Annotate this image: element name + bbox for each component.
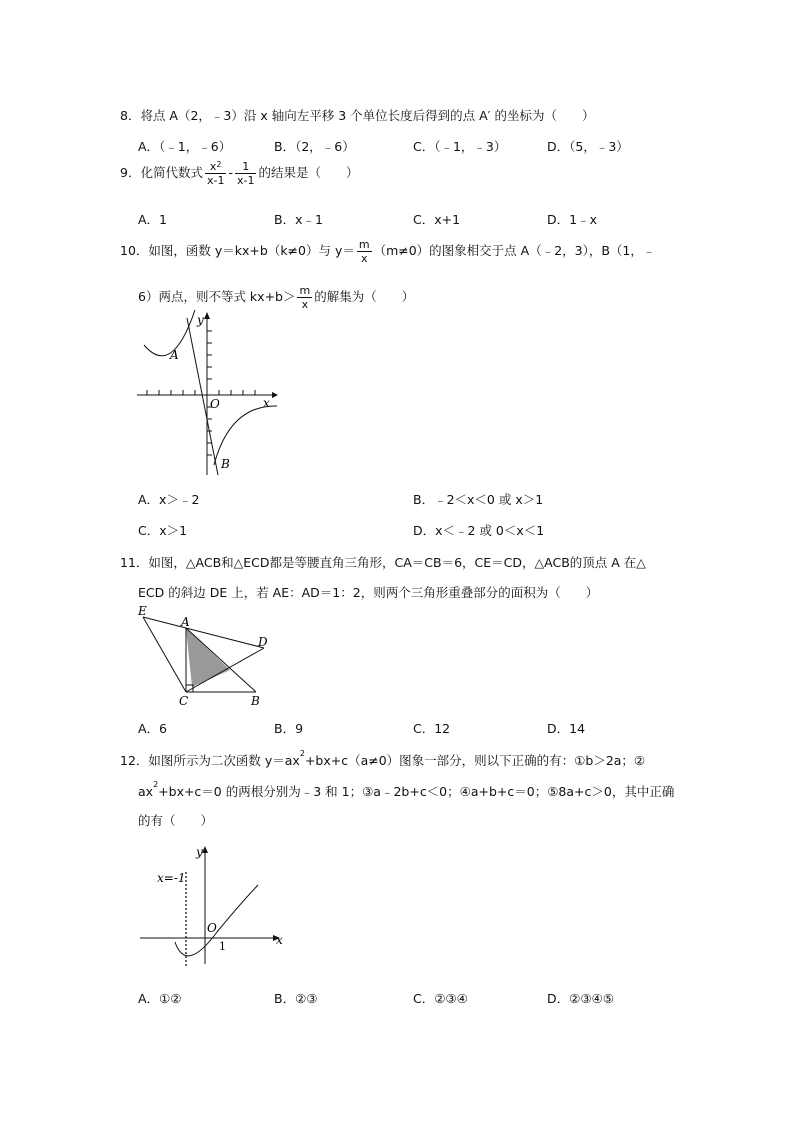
q12-option-d[interactable]: D．②③④⑤ bbox=[547, 991, 614, 1006]
q12-line1-a: 12．如图所示为二次函数 y＝ax bbox=[120, 753, 300, 768]
q9-minus: - bbox=[228, 165, 233, 180]
q9-fraction-2 bbox=[235, 160, 256, 187]
q11-figure bbox=[135, 603, 280, 708]
question-12-line-2 bbox=[138, 782, 674, 800]
q9-frac1-sup: 2 bbox=[216, 160, 222, 169]
q11-edge-ec bbox=[143, 617, 186, 692]
q10-option-c[interactable]: C．x＞1 bbox=[138, 523, 188, 538]
q12-option-a[interactable]: A．①② bbox=[138, 991, 182, 1006]
q10-line2-b: 的解集为（ ） bbox=[314, 289, 415, 304]
q10-frac1-num: m bbox=[358, 238, 370, 251]
q10-fraction-2 bbox=[297, 284, 312, 311]
q10-fraction-1 bbox=[357, 238, 372, 265]
question-8-stem: 8．将点 A（2，﹣3）沿 x 轴向左平移 3 个单位长度后得到的点 A′ 的坐标为（ ） bbox=[120, 108, 595, 123]
q9-prefix: 9．化简代数式 bbox=[120, 165, 203, 180]
q8-option-d[interactable]: D．（5，﹣3） bbox=[547, 139, 629, 154]
q11-option-a[interactable]: A．6 bbox=[138, 721, 168, 736]
q12-sup-2: 2 bbox=[153, 780, 159, 789]
q12-line2-a: ax bbox=[138, 784, 154, 799]
q10-option-b[interactable]: B．﹣2＜x＜0 或 x＞1 bbox=[413, 492, 544, 507]
q9-frac2-num: 1 bbox=[235, 160, 256, 174]
q9-frac1-num: x bbox=[209, 160, 217, 173]
q12-label-y: y bbox=[196, 845, 203, 859]
q9-frac1-den: x-1 bbox=[206, 174, 225, 187]
q10-frac2-den: x bbox=[301, 298, 309, 311]
q9-option-a[interactable]: A．1 bbox=[138, 212, 168, 227]
q8-option-c[interactable]: C．（﹣1，﹣3） bbox=[413, 139, 507, 154]
q9-fraction-1 bbox=[205, 160, 226, 187]
q10-label-o: O bbox=[210, 397, 220, 411]
q12-label-axis: x=-1 bbox=[157, 871, 186, 885]
q12-option-c[interactable]: C．②③④ bbox=[413, 991, 468, 1006]
q8-option-a[interactable]: A．（﹣1，﹣6） bbox=[138, 139, 232, 154]
q10-label-a: A bbox=[170, 348, 179, 362]
q10-y-ticks bbox=[207, 331, 212, 455]
q10-line1-b: （m≠0）的图象相交于点 A（﹣2，3），B（1，﹣ bbox=[373, 243, 656, 258]
q10-option-a[interactable]: A．x＞﹣2 bbox=[138, 492, 200, 507]
q10-label-x: x bbox=[263, 396, 270, 410]
q9-option-c[interactable]: C．x+1 bbox=[413, 212, 461, 227]
q11-overlap-region bbox=[186, 628, 230, 687]
q12-label-one: 1 bbox=[219, 940, 226, 953]
q11-label-e: E bbox=[138, 604, 147, 618]
q11-label-c: C bbox=[179, 694, 189, 708]
q11-label-b: B bbox=[251, 694, 260, 708]
q12-label-o: O bbox=[207, 921, 217, 935]
q11-option-c[interactable]: C．12 bbox=[413, 721, 451, 736]
q12-line2-b: +bx+c＝0 的两根分别为﹣3 和 1；③a﹣2b+c＜0；④a+b+c＝0；⑤8a+c＞0，其中正确 bbox=[158, 784, 675, 799]
q12-label-x: x bbox=[276, 933, 283, 947]
q9-frac2-den: x-1 bbox=[236, 174, 255, 187]
question-12-line-3: 的有（ ） bbox=[138, 813, 214, 828]
q10-label-y: y bbox=[197, 313, 204, 327]
question-11-line-2: ECD 的斜边 DE 上，若 AE：AD＝1：2，则两个三角形重叠部分的面积为（ ） bbox=[138, 585, 599, 600]
q9-suffix: 的结果是（ ） bbox=[258, 165, 359, 180]
question-10-line-2 bbox=[138, 284, 414, 311]
q10-option-d[interactable]: D．x＜﹣2 或 0＜x＜1 bbox=[413, 523, 545, 538]
q10-frac2-num: m bbox=[299, 284, 311, 297]
q9-option-d[interactable]: D．1﹣x bbox=[547, 212, 597, 227]
q10-line2-a: 6）两点，则不等式 kx+b＞ bbox=[138, 289, 296, 304]
q8-option-b[interactable]: B．（2，﹣6） bbox=[274, 139, 355, 154]
q12-sup-1: 2 bbox=[299, 749, 305, 758]
question-12-line-1 bbox=[120, 751, 645, 769]
q11-label-a: A bbox=[181, 615, 190, 629]
q9-option-b[interactable]: B．x﹣1 bbox=[274, 212, 323, 227]
q10-frac1-den: x bbox=[360, 252, 368, 265]
q12-line1-b: +bx+c（a≠0）图象一部分，则以下正确的有：①b＞2a；② bbox=[304, 753, 646, 768]
q11-label-d: D bbox=[258, 635, 268, 649]
q12-option-b[interactable]: B．②③ bbox=[274, 991, 318, 1006]
q12-y-arrow bbox=[202, 846, 208, 853]
q10-y-arrow bbox=[204, 312, 210, 319]
question-9-stem bbox=[120, 160, 358, 187]
q10-label-b: B bbox=[221, 457, 230, 471]
q10-x-arrow bbox=[272, 392, 278, 398]
question-10-line-1 bbox=[120, 238, 655, 265]
q11-option-b[interactable]: B．9 bbox=[274, 721, 304, 736]
q11-option-d[interactable]: D．14 bbox=[547, 721, 586, 736]
q10-line1-a: 10．如图，函数 y＝kx+b（k≠0）与 y＝ bbox=[120, 243, 355, 258]
question-11-line-1: 11．如图，△ACB和△ECD都是等腰直角三角形，CA＝CB＝6，CE＝CD，△ACB的顶点 A 在△ bbox=[120, 555, 646, 570]
q12-figure bbox=[135, 842, 290, 972]
q10-figure bbox=[132, 310, 282, 480]
